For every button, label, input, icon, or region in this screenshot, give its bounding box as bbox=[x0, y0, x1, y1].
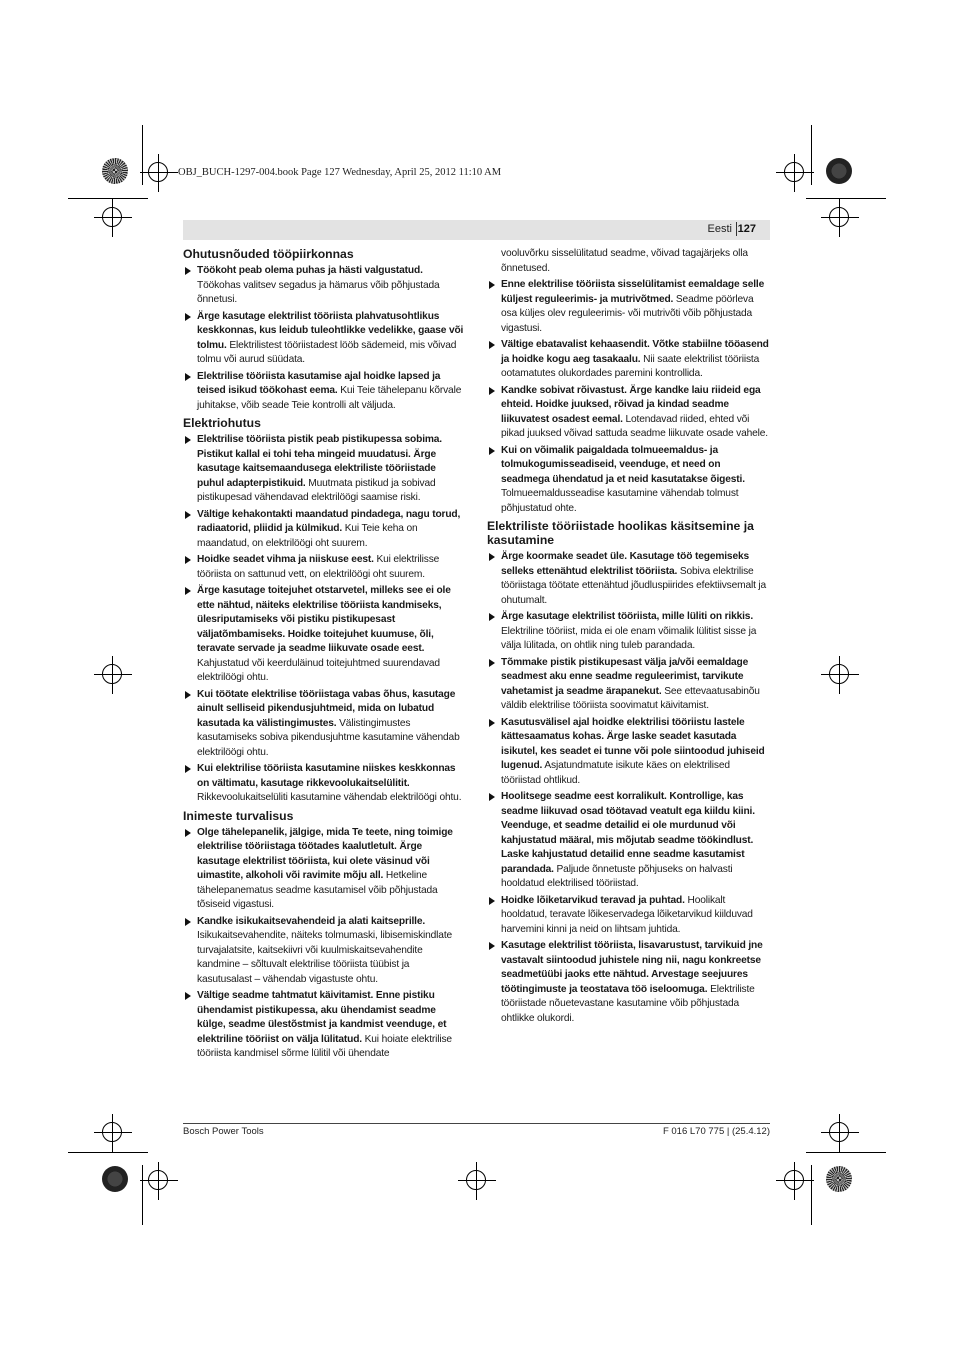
color-target-dark-bottom-left bbox=[102, 1166, 128, 1192]
color-target-dark-top-right bbox=[826, 158, 852, 184]
safety-item: Kandke sobivat rõivastust. Ärge kandke laiu riideid ega ehteid. Hoidke juuksed, rõivad ja kindad seadme liikuvatest osadest eemal. Lotendavad riided, ehted või pikad juuksed võivad sattuda seadme liikuvate osade vahele. bbox=[487, 384, 769, 442]
safety-item: Kui töötate elektrilise tööriistaga vabas õhus, kasutage ainult selliseid pikendusjuhtmeid, mida on lubatud kasutada ka välistingimustes. Välistingimustes kasutamiseks sobiva pikendusjuhtme kasutamine vähendab elektrilöögi ohtu. bbox=[183, 688, 465, 761]
crop-mark bbox=[811, 125, 812, 185]
bullet-arrow-icon bbox=[185, 313, 191, 321]
safety-item: Elektrilise tööriista pistik peab pistikupessa sobima. Pistikut kallal ei tohi teha mingeid muudatusi. Ärge kasutage kaitsemaandusega elektriliste tööriistade puhul adapterpistikuid. Muutmata pistikud ja sobivad pistikupesad vähendavad elektrilöögi saamise riski. bbox=[183, 433, 465, 506]
bullet-arrow-icon bbox=[185, 992, 191, 1000]
safety-item: Kasutusvälisel ajal hoidke elektrilisi tööriistu lastele kättesaamatus kohas. Ärge laske seadet kasutada isikutel, kes seadet ei tunne või pole siintoodud juhiseid lugenud. Asjatundmatute isikute käes on elektrilised tööriistad ohtlikud. bbox=[487, 716, 769, 789]
registration-mark-mid-right bbox=[829, 664, 849, 684]
footer-rule bbox=[183, 1123, 770, 1124]
print-job-header: OBJ_BUCH-1297-004.book Page 127 Wednesday, April 25, 2012 11:10 AM bbox=[178, 167, 502, 178]
registration-mark-upper-right bbox=[829, 207, 849, 227]
safety-item: Töökoht peab olema puhas ja hästi valgustatud. Töökohas valitsev segadus ja hämarus võib põhjustada õnnetusi. bbox=[183, 264, 465, 308]
crop-mark bbox=[68, 1152, 148, 1153]
footer-brand: Bosch Power Tools bbox=[183, 1126, 264, 1137]
crop-mark bbox=[142, 1165, 143, 1225]
safety-item: Hoolitsege seadme eest korralikult. Kontrollige, kas seadme liikuvad osad töötavad veatult ega kiildu kiini. Veenduge, et seadme detailid ei ole murdunud või kahjustatud määral, mis mõjutab seadme töökindlust. Laske kahjustatud detailid enne seadme kasutamist parandada. Paljude õnnetuste põhjuseks on halvasti hooldatud elektrilised tööriistad. bbox=[487, 790, 769, 892]
bullet-arrow-icon bbox=[185, 587, 191, 595]
bullet-arrow-icon bbox=[489, 341, 495, 349]
crop-mark bbox=[806, 1152, 886, 1153]
registration-mark-bottom-right bbox=[784, 1170, 804, 1190]
safety-item: Kandke isikukaitsevahendeid ja alati kaitseprille. Isikukaitsevahendite, näiteks tolmumaski, libisemiskindlate turvajalatsite, kaitsekiivri või kuulmiskaitsevahendite kandmine – sõltuvalt elektrilise tööriista tüübist ja kasutusalast – vähendab vigastuste ohtu. bbox=[183, 915, 465, 988]
registration-mark-lower-right bbox=[829, 1122, 849, 1142]
safety-item: Hoidke lõiketarvikud teravad ja puhtad. Hoolikalt hooldatud, teravate lõikeservadega lõiketarvikud kiilduvad harvemini kinni ja neid on lihtsam juhtida. bbox=[487, 894, 769, 938]
safety-item: Kui on võimalik paigaldada tolmueemaldus- ja tolmukogumisseadiseid, veenduge, et need on seadmega ühendatud ja et neid kasutatakse õigesti. Tolmueemaldusseadise kasutamine vähendab tolmust põhjustatud ohte. bbox=[487, 444, 769, 517]
right-column bbox=[487, 247, 769, 1028]
left-column bbox=[183, 247, 465, 1064]
section-title: Elektriliste tööriistade hoolikas käsitsemine ja kasutamine bbox=[487, 519, 754, 547]
bullet-arrow-icon bbox=[185, 556, 191, 564]
bullet-arrow-icon bbox=[185, 267, 191, 275]
bullet-arrow-icon bbox=[489, 897, 495, 905]
safety-item: Ärge kasutage elektrilist tööriista plahvatusohtlikus keskkonnas, kus leidub tuleohtlikke vedelikke, gaase või tolmu. Elektrilistest tööriistadest lööb sädemeid, mis võivad tolmu või aurud süüdata. bbox=[183, 310, 465, 368]
bullet-arrow-icon bbox=[489, 613, 495, 621]
color-target-rosette-bottom-right bbox=[826, 1166, 852, 1192]
bullet-arrow-icon bbox=[185, 918, 191, 926]
bullet-arrow-icon bbox=[185, 829, 191, 837]
registration-mark-bottom-left bbox=[148, 1170, 168, 1190]
color-target-rosette-top-left bbox=[102, 158, 128, 184]
crop-mark bbox=[806, 198, 886, 199]
registration-mark-top-right bbox=[784, 162, 804, 182]
safety-item: Tõmmake pistik pistikupesast välja ja/või eemaldage seadmest aku enne seadme reguleerimist, tarvikute vahetamist ja seadme ärapanekut. See ettevaatusabinõu väldib elektrilise tööriista soovimatut käivitamist. bbox=[487, 656, 769, 714]
safety-item: Ärge kasutage elektrilist tööriista, mille lüliti on rikkis. Elektriline tööriist, mida ei ole enam võimalik lülitist sisse ja välja lülitada, on ohtlik ning tuleb parandada. bbox=[487, 610, 769, 654]
page-number: 127 bbox=[737, 223, 756, 235]
safety-item: Vältige kehakontakti maandatud pindadega, nagu torud, radiaatorid, pliidid ja külmikud. Kui Teie keha on maandatud, on elektrilöögi oht suurem. bbox=[183, 508, 465, 552]
bullet-arrow-icon bbox=[185, 765, 191, 773]
language-label: Eesti bbox=[707, 223, 732, 235]
bullet-arrow-icon bbox=[185, 511, 191, 519]
bullet-arrow-icon bbox=[489, 659, 495, 667]
crop-mark bbox=[142, 125, 143, 185]
registration-mark-mid-left bbox=[102, 664, 122, 684]
bullet-arrow-icon bbox=[489, 553, 495, 561]
running-header bbox=[183, 220, 770, 240]
safety-item: Vältige ebatavalist kehaasendit. Võtke stabiilne tööasend ja hoidke kogu aeg tasakaalu. Nii saate elektrilist tööriista ootamatutes olukordades paremini kontrollida. bbox=[487, 338, 769, 382]
safety-item: Kasutage elektrilist tööriista, lisavarustust, tarvikuid jne vastavalt siintoodud juhistele ning nii, nagu konkreetse seadmetüübi jaoks ette nähtud. Arvestage seejuures töötingimuste ja teostatava töö iseloomuga. Elektriliste tööriistade nõuetevastane kasutamine võib põhjustada ohtlikke olukordi. bbox=[487, 939, 769, 1026]
bullet-arrow-icon bbox=[185, 691, 191, 699]
bullet-arrow-icon bbox=[489, 447, 495, 455]
safety-item: Elektrilise tööriista kasutamise ajal hoidke lapsed ja teised isikud töökohast eema. Kui Teie tähelepanu kõrvale juhitakse, võib seade Teie kontrolli alt väljuda. bbox=[183, 370, 465, 414]
bullet-arrow-icon bbox=[185, 373, 191, 381]
safety-item: Vältige seadme tahtmatut käivitamist. Enne pistiku ühendamist pistikupessa, aku ühendamist seadme külge, seadme ülestõstmist ja kandmist veenduge, et elektriline tööriist on välja lülitatud. Kui hoiate elektrilise tööriista kandmisel sõrme lülitil või ühendate bbox=[183, 989, 465, 1062]
registration-mark-upper-left bbox=[102, 207, 122, 227]
bullet-arrow-icon bbox=[489, 281, 495, 289]
bullet-arrow-icon bbox=[489, 942, 495, 950]
crop-mark bbox=[68, 198, 148, 199]
footer-doc-number: F 016 L70 775 | (25.4.12) bbox=[662, 1126, 770, 1137]
safety-item: Enne elektrilise tööriista sisselülitamist eemaldage selle küljest reguleerimis- ja mutrivõtmed. Seadme pöörleva osa küljes olev reguleerimis- või mutrivõti võib põhjustada vigastusi. bbox=[487, 278, 769, 336]
bullet-arrow-icon bbox=[489, 719, 495, 727]
registration-mark-top-left bbox=[148, 162, 168, 182]
safety-item: Olge tähelepanelik, jälgige, mida Te teete, ning toimige elektrilise tööriistaga töötades kaalutletult. Ärge kasutage elektrilist tööriista, kui olete väsinud või uimastite, alkoholi või ravimite mõju all. Hetkeline tähelepanematus seadme kasutamisel võib põhjustada tõsiseid vigastusi. bbox=[183, 826, 465, 913]
registration-mark-bottom-center bbox=[466, 1170, 486, 1190]
safety-item: Kui elektrilise tööriista kasutamine niiskes keskkonnas on vältimatu, kasutage rikkevoolukaitselülitit. Rikkevoolukaitselüliti kasutamine vähendab elektrilöögi ohtu. bbox=[183, 762, 465, 806]
continued-text: vooluvõrku sisselülitatud seadme, võivad tagajärjeks olla õnnetused. bbox=[501, 248, 748, 274]
section-title: Elektriohutus bbox=[183, 416, 261, 430]
bullet-arrow-icon bbox=[489, 387, 495, 395]
section-title: Inimeste turvalisus bbox=[183, 808, 294, 823]
safety-item: Ärge kasutage toitejuhet otstarvetel, milleks see ei ole ette nähtud, näiteks elektrilise tööriista kandmiseks, ülesriputamiseks või pistiku pistikupesast väljatõmbamiseks. Hoidke toitejuhet kuumuse, õli, teravate servade ja seadme liikuvate osade eest. Kahjustatud või keerduläinud toitejuhtmed suurendavad elektrilöögi ohtu. bbox=[183, 584, 465, 686]
crop-mark bbox=[811, 1165, 812, 1225]
bullet-arrow-icon bbox=[489, 793, 495, 801]
bullet-arrow-icon bbox=[185, 436, 191, 444]
registration-mark-lower-left bbox=[102, 1122, 122, 1142]
section-title: Ohutusnõuded tööpiirkonnas bbox=[183, 247, 354, 261]
safety-item: Hoidke seadet vihma ja niiskuse eest. Kui elektrilisse tööriista on sattunud vett, on elektrilöögi oht suurem. bbox=[183, 553, 465, 582]
safety-item: Ärge koormake seadet üle. Kasutage töö tegemiseks selleks ettenähtud elektrilist tööriista. Sobiva elektrilise tööriistaga töötate ettenähtud jõudluspiirides efektiivsemalt ja ohutumalt. bbox=[487, 550, 769, 608]
